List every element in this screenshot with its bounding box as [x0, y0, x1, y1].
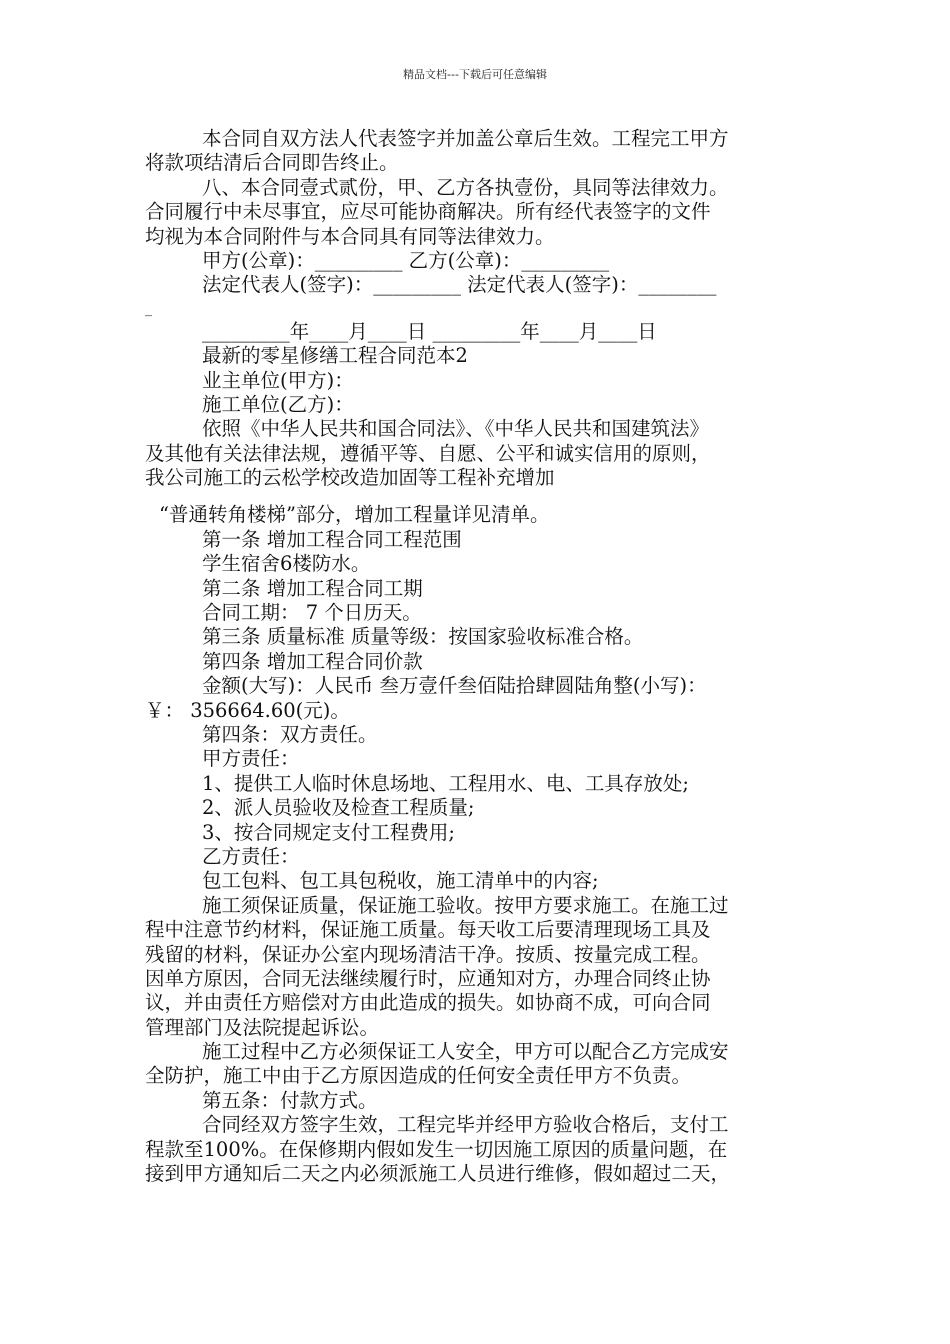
party-a-heading: 甲方责任： [202, 747, 300, 771]
article-heading: 第四条 增加工程合同价款 [202, 649, 423, 673]
article-heading: 第四条：双方责任。 [202, 722, 378, 746]
amount-line: 金额(大写)：人民币 叁万壹仟叁佰陆拾肆圆陆角整(小写)： [202, 674, 707, 698]
paragraph-line: 残留的材料，保证办公室内现场清洁干净。按质、按量完成工程。 [145, 942, 711, 966]
paragraph-line: 施工须保证质量，保证施工验收。按甲方要求施工。在施工过 [202, 893, 729, 917]
contractor-unit-line: 施工单位(乙方)： [202, 392, 354, 416]
paragraph-line: 因单方原因，合同无法继续履行时，应通知对方，办理合同终止协 [145, 966, 711, 990]
paragraph-line: 程款至100%。在保修期内假如发生一切因施工原因的质量问题，在 [145, 1137, 728, 1161]
list-item: 2、派人员验收及检查工程质量; [202, 796, 475, 820]
owner-unit-line: 业主单位(甲方)： [202, 368, 354, 392]
article-heading: 第五条：付款方式。 [202, 1088, 378, 1112]
paragraph-line: 程中注意节约材料，保证施工质量。每天收工后要清理现场工具及 [145, 918, 711, 942]
paragraph-line: 依照《中华人民共和国合同法》、《中华人民共和国建筑法》 [202, 417, 710, 441]
list-item: 3、按合同规定支付工程费用; [202, 820, 455, 844]
paragraph-line: 议，并由责任方赔偿对方由此造成的损失。如协商不成，可向合同 [145, 991, 711, 1015]
signature-line-representative: 法定代表人(签字)：_________ 法定代表人(签字)：________ [202, 273, 717, 297]
paragraph-line: 我公司施工的云松学校改造加固等工程补充增加 [145, 466, 555, 490]
paragraph-line: 均视为本合同附件与本合同具有同等法律效力。 [145, 224, 555, 248]
paragraph-line: 施工过程中乙方必须保证工人安全，甲方可以配合乙方完成安 [202, 1040, 729, 1064]
paragraph-line: 管理部门及法院提起诉讼。 [145, 1015, 380, 1039]
paragraph-line: 本合同自双方法人代表签字并加盖公章后生效。工程完工甲方 [202, 127, 729, 150]
paragraph-line: 接到甲方通知后二天之内必须派施工人员进行维修，假如超过二天， [145, 1162, 731, 1186]
article-heading: 第一条 增加工程合同工程范围 [202, 527, 462, 551]
paragraph-line: 学生宿舍6楼防水。 [202, 552, 371, 576]
party-b-heading: 乙方责任： [202, 844, 300, 868]
paragraph-line: “普通转角楼梯”部分，增加工程量详见清单。 [159, 503, 550, 527]
article-heading: 第二条 增加工程合同工期 [202, 576, 423, 600]
paragraph-line: 将款项结清后合同即告终止。 [145, 151, 399, 175]
page-header: 精品文档---下载后可任意编辑 [403, 68, 547, 81]
paragraph-line: 全防护，施工中由于乙方原因造成的任何安全责任甲方不负责。 [145, 1064, 692, 1088]
section-title: 最新的零星修缮工程合同范本2 [202, 344, 468, 368]
signature-line-seal: 甲方(公章)：_________ 乙方(公章)：_________ [202, 248, 610, 272]
article-heading: 第三条 质量标准 质量等级：按国家验收标准合格。 [202, 625, 644, 649]
paragraph-line: 合同履行中未尽事宜，应尽可能协商解决。所有经代表签字的文件 [145, 200, 711, 224]
paragraph-line: 包工包料、包工具包税收，施工清单中的内容; [202, 869, 599, 893]
list-item: 1、提供工人临时休息场地、工程用水、电、工具存放处; [202, 771, 689, 795]
amount-figure-line: ￥： 356664.60(元)。 [145, 698, 350, 722]
paragraph-line: 合同工期： 7 个日历天。 [202, 601, 422, 625]
paragraph-line: 及其他有关法律法规，遵循平等、自愿、公平和诚实信用的原则， [145, 441, 711, 465]
paragraph-line: 合同经双方签字生效，工程完毕并经甲方验收合格后，支付工 [202, 1113, 729, 1137]
signature-line-overflow: _ [145, 300, 152, 317]
document-body [145, 127, 810, 1186]
date-line: _________年____月____日 _________年____月____日 [202, 319, 657, 343]
paragraph-line: 八、本合同壹式贰份，甲、乙方各执壹份，具同等法律效力。 [202, 175, 729, 199]
